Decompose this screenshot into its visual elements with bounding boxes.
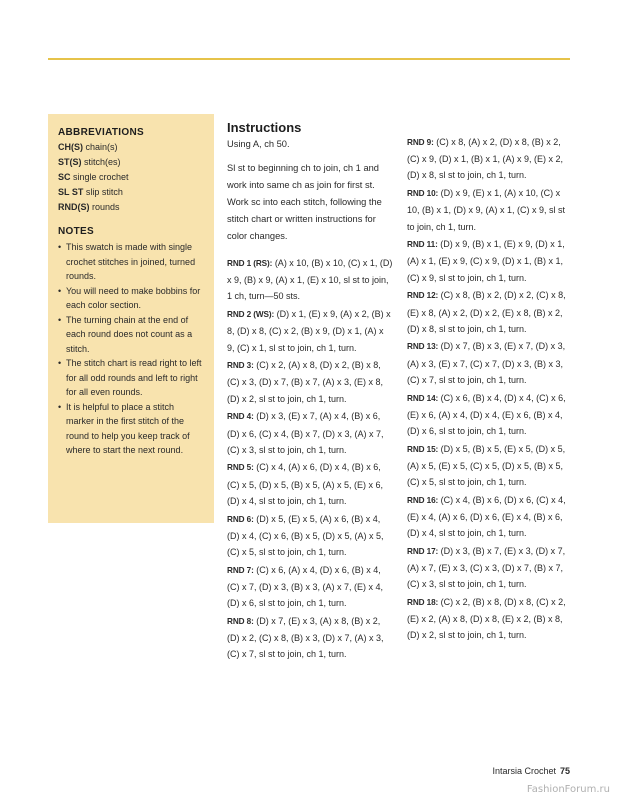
round-label: RND 7: — [227, 565, 254, 575]
round-text: (C) x 2, (B) x 8, (D) x 8, (C) x 2, (E) x 2, (A) x 8, (D) x 8, (E) x 2, (B) x 8, (D) x 2, sl st to join, ch 1, turn. — [407, 596, 566, 641]
round-entry — [407, 390, 569, 440]
round-text: (D) x 3, (E) x 7, (A) x 4, (B) x 6, (D) x 6, (C) x 4, (B) x 7, (D) x 3, (A) x 7, (C) x 3, sl st to join, ch 1, turn. — [227, 411, 384, 455]
note-item: • It is helpful to place a stitch marker in the first stitch of the round to help you keep track of where to start the next round. — [58, 400, 204, 458]
round-text: (C) x 4, (B) x 6, (D) x 6, (C) x 4, (E) x 4, (A) x 6, (D) x 6, (E) x 4, (B) x 6, (D) x 4, sl st to join, ch 1, turn. — [407, 494, 566, 539]
round-entry — [407, 287, 569, 337]
abbreviations-list — [58, 140, 204, 215]
round-entry — [227, 459, 393, 509]
instructions-column — [227, 120, 393, 664]
round-text: (D) x 3, (B) x 7, (E) x 3, (D) x 7, (A) x 7, (E) x 3, (C) x 3, (D) x 7, (B) x 7, (C) x 3, sl st to join, ch 1, turn. — [407, 545, 566, 590]
round-text: (D) x 9, (E) x 1, (A) x 10, (C) x 10, (B) x 1, (D) x 9, (A) x 1, (C) x 9, sl st to join, ch 1, turn. — [407, 188, 566, 232]
round-entry — [407, 185, 569, 235]
round-label: RND 15: — [407, 444, 439, 454]
note-item: • The stitch chart is read right to left for all odd rounds and left to right for all even rounds. — [58, 356, 204, 400]
round-label: RND 16: — [407, 495, 439, 505]
round-entry — [407, 543, 569, 593]
round-label: RND 4: — [227, 412, 254, 422]
round-entry — [227, 613, 393, 663]
round-text: (C) x 6, (B) x 4, (D) x 4, (C) x 6, (E) x 6, (A) x 4, (D) x 4, (E) x 6, (B) x 4, (D) x 6, sl st to join, ch 1, turn. — [407, 392, 566, 436]
watermark: FashionForum.ru — [526, 784, 610, 795]
round-entry — [227, 306, 393, 356]
round-text: (C) x 8, (A) x 2, (D) x 8, (B) x 2, (C) x 9, (D) x 1, (B) x 1, (A) x 9, (E) x 2, (D) x 8, sl st to join, ch 1, turn. — [407, 137, 564, 181]
abbreviation-term: CH(S) — [58, 142, 83, 152]
round-text: (D) x 1, (E) x 9, (A) x 2, (B) x 8, (D) x 8, (C) x 2, (B) x 9, (D) x 1, (A) x 9, (C) x 1, sl st to join, ch 1, turn. — [227, 309, 391, 353]
abbreviation-term: SC — [58, 172, 71, 182]
abbreviation-term: SL ST — [58, 187, 84, 197]
round-entry — [407, 492, 569, 542]
round-label: RND 11: — [407, 240, 438, 250]
round-label: RND 10: — [407, 189, 439, 199]
abbreviation-term: RND(S) — [58, 202, 90, 212]
abbreviation-meaning: chain(s) — [85, 142, 118, 152]
note-item: • The turning chain at the end of each round does not count as a stitch. — [58, 313, 204, 357]
abbreviations-heading: ABBREVIATIONS — [58, 127, 144, 138]
top-rule — [48, 58, 570, 60]
round-entry — [407, 594, 569, 644]
round-label: RND 18: — [407, 597, 439, 607]
round-text: (D) x 7, (E) x 3, (A) x 8, (B) x 2, (D) x 2, (C) x 8, (B) x 3, (D) x 7, (A) x 3, (C) x 7, sl st to join, ch 1, turn. — [227, 615, 384, 660]
round-entry — [227, 562, 393, 612]
page-footer — [492, 766, 570, 776]
round-label: RND 3: — [227, 361, 254, 371]
note-item: • This swatch is made with single crochet stitches in joined, turned rounds. — [58, 240, 204, 284]
round-label: RND 12: — [407, 291, 439, 301]
round-text: (D) x 7, (B) x 3, (E) x 7, (D) x 3, (A) x 3, (E) x 7, (C) x 7, (D) x 3, (B) x 3, (C) x 7, sl st to join, ch 1, turn. — [407, 341, 566, 385]
round-entry — [227, 255, 393, 305]
round-label: RND 6: — [227, 514, 254, 524]
round-label: RND 17: — [407, 546, 439, 556]
abbreviation-term: ST(S) — [58, 157, 82, 167]
round-entry — [407, 338, 569, 388]
round-entry — [227, 511, 393, 561]
abbreviation-meaning: slip stitch — [85, 187, 123, 197]
round-label: RND 9: — [407, 138, 434, 147]
sidebar-box — [48, 114, 214, 523]
round-entry — [407, 441, 569, 491]
round-label: RND 1 (RS): — [227, 259, 273, 268]
abbreviation-item — [58, 170, 204, 185]
round-entry — [407, 134, 569, 184]
instructions-heading: Instructions — [227, 120, 302, 135]
rounds-left-list — [227, 255, 393, 662]
abbreviation-meaning: rounds — [92, 202, 120, 212]
instructions-paragraph: Sl st to beginning ch to join, ch 1 and work into same ch as join for first st. Work sc into each stitch, following the stitch chart or written instructions for color changes. — [227, 163, 382, 241]
round-text: (A) x 10, (B) x 10, (C) x 1, (D) x 9, (B) x 9, (A) x 1, (E) x 10, sl st to join, 1 ch, turn—50 sts. — [227, 258, 393, 302]
round-text: (C) x 4, (A) x 6, (D) x 4, (B) x 6, (C) x 5, (D) x 5, (B) x 5, (A) x 5, (E) x 6, (D) x 4, sl st to join, ch 1, turn. — [227, 462, 384, 506]
note-item: • You will need to make bobbins for each color section. — [58, 284, 204, 313]
notes-list — [58, 240, 204, 458]
abbreviation-item — [58, 185, 204, 200]
abbreviation-item — [58, 155, 204, 170]
instructions-intro: Using A, ch 50. — [227, 139, 290, 149]
rounds-right-column — [407, 134, 569, 645]
round-entry — [227, 357, 393, 407]
round-text: (D) x 5, (E) x 5, (A) x 6, (B) x 4, (D) x 4, (C) x 6, (B) x 5, (D) x 5, (A) x 5, (C) x 5, sl st to join, ch 1, turn. — [227, 513, 384, 557]
round-text: (D) x 5, (B) x 5, (E) x 5, (D) x 5, (A) x 5, (E) x 5, (C) x 5, (D) x 5, (B) x 5, (C) x 5, sl st to join, ch 1, turn. — [407, 443, 566, 488]
round-entry — [407, 236, 569, 286]
round-label: RND 2 (WS): — [227, 310, 275, 320]
page-number: 75 — [559, 766, 570, 776]
round-label: RND 8: — [227, 616, 254, 626]
round-text: (C) x 6, (A) x 4, (D) x 6, (B) x 4, (C) x 7, (D) x 3, (B) x 3, (A) x 7, (E) x 4, (D) x 6, sl st to join, ch 1, turn. — [227, 564, 384, 609]
round-label: RND 13: — [407, 342, 439, 352]
round-text: (D) x 9, (B) x 1, (E) x 9, (D) x 1, (A) x 1, (E) x 9, (C) x 9, (D) x 1, (B) x 1, (C) x 9, sl st to join, ch 1, turn. — [407, 239, 565, 283]
abbreviation-item — [58, 200, 204, 215]
abbreviation-item — [58, 140, 204, 155]
notes-heading: NOTES — [58, 226, 94, 237]
footer-book-title: Intarsia Crochet — [492, 766, 556, 776]
round-entry — [227, 408, 393, 458]
round-label: RND 14: — [407, 393, 439, 403]
round-text: (C) x 8, (B) x 2, (D) x 2, (C) x 8, (E) x 8, (A) x 2, (D) x 2, (E) x 8, (B) x 2, (D) x 8, sl st to join, ch 1, turn. — [407, 290, 566, 334]
round-label: RND 5: — [227, 463, 254, 473]
abbreviation-meaning: stitch(es) — [84, 157, 121, 167]
round-text: (C) x 2, (A) x 8, (D) x 2, (B) x 8, (C) x 3, (D) x 7, (B) x 7, (A) x 3, (E) x 8, (D) x 2, sl st to join, ch 1, turn. — [227, 360, 384, 404]
abbreviation-meaning: single crochet — [73, 172, 129, 182]
